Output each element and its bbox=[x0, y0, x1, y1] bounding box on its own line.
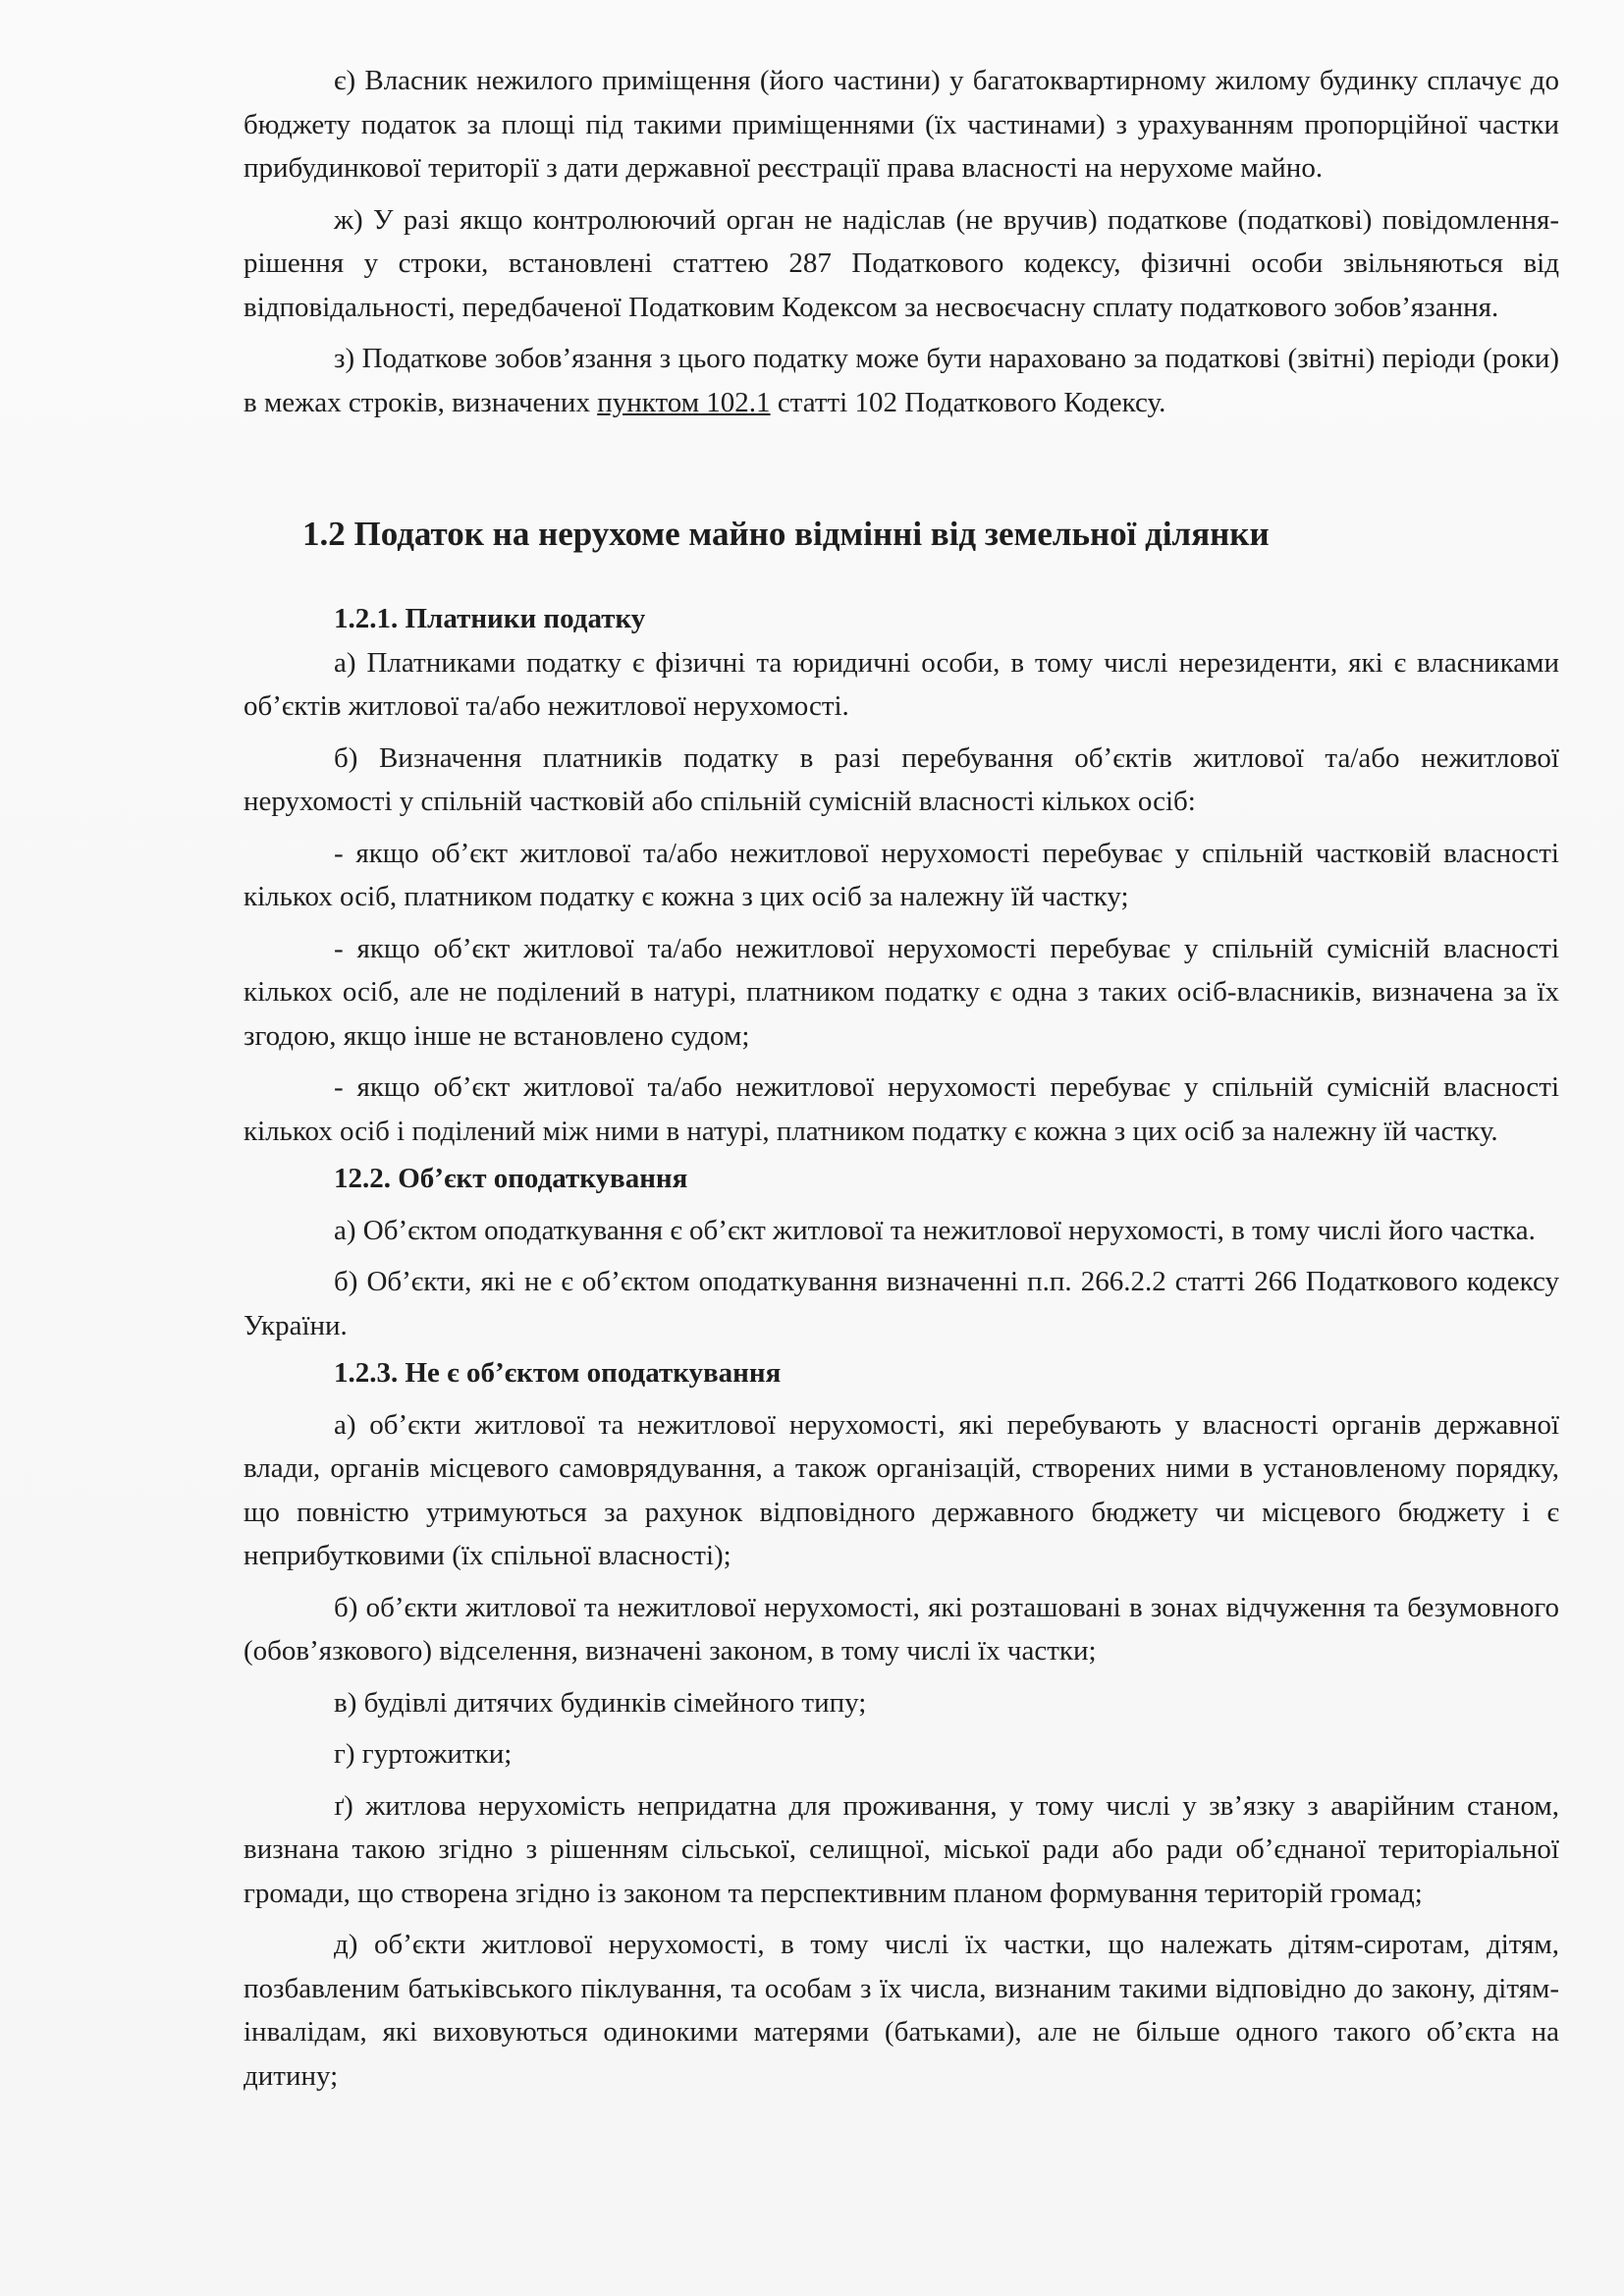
not-object-paragraph-h: г) гуртожитки; bbox=[334, 1738, 513, 1770]
payers-paragraph-b: б) Визначення платників податку в разі перебування об’єктів житлової та/або нежитлової нерухомості у спільній частковій або спільній сумісній власності кількох осіб: bbox=[244, 741, 1559, 817]
payers-dash-item-2: - якщо об’єкт житлової та/або нежитлової нерухомості перебуває у спільній сумісній власності кількох осіб, але не поділений в натурі, платником податку є одна з таких осіб-власників, визначена за їх згодою, якщо інше не встановлено судом; bbox=[244, 932, 1559, 1052]
not-object-paragraph-b: б) об’єкти житлової та нежитлової нерухомості, які розташовані в зонах відчуження та безумовного (обов’язкового) відселення, визначені законом, в тому числі їх частки; bbox=[244, 1591, 1559, 1667]
paragraph-zh: ж) У разі якщо контролюючий орган не надіслав (не вручив) податкове (податкові) повідомлення-рішення у строки, встановлені статтею 287 Податкового кодексу, фізичні особи звільняються від відповідальності, передбаченої Податковим Кодексом за несвоєчасну сплату податкового зобов’язання. bbox=[244, 203, 1559, 323]
object-paragraph-b: б) Об’єкти, які не є об’єктом оподаткування визначенні п.п. 266.2.2 статті 266 Податкового кодексу України. bbox=[244, 1266, 1559, 1341]
paragraph-z-text-end: статті 102 Податкового Кодексу. bbox=[770, 386, 1166, 418]
paragraph-z bbox=[244, 337, 1559, 424]
paragraph-ye: є) Власник нежилого приміщення (його частини) у багатоквартирному жилому будинку сплачує до бюджету податок за площі під такими приміщеннями (їх частинами) з урахуванням пропорційної частки прибудинкової території з дати державної реєстрації права власності на нерухоме майно. bbox=[244, 65, 1559, 184]
not-object-paragraph-g: ґ) житлова нерухомість непридатна для проживання, у тому числі у зв’язку з аварійним станом, визнана такою згідно з рішенням сільської, селищної, міської ради або ради об’єднаної територіальної громади, що створена згідно із законом та перспективним планом формування територій громад; bbox=[244, 1789, 1559, 1909]
payers-dash-item-1: - якщо об’єкт житлової та/або нежитлової нерухомості перебуває у спільній частковій власності кількох осіб, платником податку є кожна з цих осіб за належну їй частку; bbox=[244, 837, 1559, 912]
not-object-paragraph-a: а) об’єкти житлової та нежитлової нерухомості, які перебувають у власності органів державної влади, органів місцевого самоврядування, а також організацій, створених ними в установленому порядку, що повністю утримуються за рахунок відповідного державного бюджету чи місцевого бюджету і є неприбутковими (їх спільної власності); bbox=[244, 1408, 1559, 1571]
object-paragraph-a: а) Об’єктом оподаткування є об’єкт житлової та нежитлової нерухомості, в тому числі його частка. bbox=[334, 1214, 1536, 1246]
subsection-title-payers: 1.2.1. Платники податку bbox=[334, 603, 646, 634]
not-object-paragraph-v: в) будівлі дитячих будинків сімейного типу; bbox=[334, 1686, 867, 1719]
paragraph-z-text-start: з) Податкове зобов’язання з цього податку може бути нараховано за податкові (звітні) періоди (роки) в межах строків, визначених bbox=[244, 343, 1559, 418]
document-body bbox=[244, 59, 1559, 2098]
clause-reference-link[interactable]: пунктом 102.1 bbox=[597, 386, 771, 418]
subsection-title-object: 12.2. Об’єкт оподаткування bbox=[334, 1163, 688, 1194]
payers-dash-item-3: - якщо об’єкт житлової та/або нежитлової нерухомості перебуває у спільній сумісній власності кількох осіб і поділений між ними в натурі, платником податку є кожна з цих осіб за належну їй частку. bbox=[244, 1071, 1559, 1147]
section-title: 1.2 Податок на нерухоме майно відмінні від земельної ділянки bbox=[302, 515, 1270, 553]
payers-paragraph-a: а) Платниками податку є фізичні та юридичні особи, в тому числі нерезиденти, які є власниками об’єктів житлової та/або нежитлової нерухомості. bbox=[244, 646, 1559, 722]
not-object-paragraph-d: д) об’єкти житлової нерухомості, в тому числі їх частки, що належать дітям-сиротам, дітям, позбавленим батьківського піклування, та особам з їх числа, визнаним такими відповідно до закону, дітям-інвалідам, які виховуються одинокими матерями (батьками), але не більше одного такого об’єкта на дитину; bbox=[244, 1929, 1559, 2092]
subsection-title-not-object: 1.2.3. Не є об’єктом оподаткування bbox=[334, 1357, 782, 1389]
